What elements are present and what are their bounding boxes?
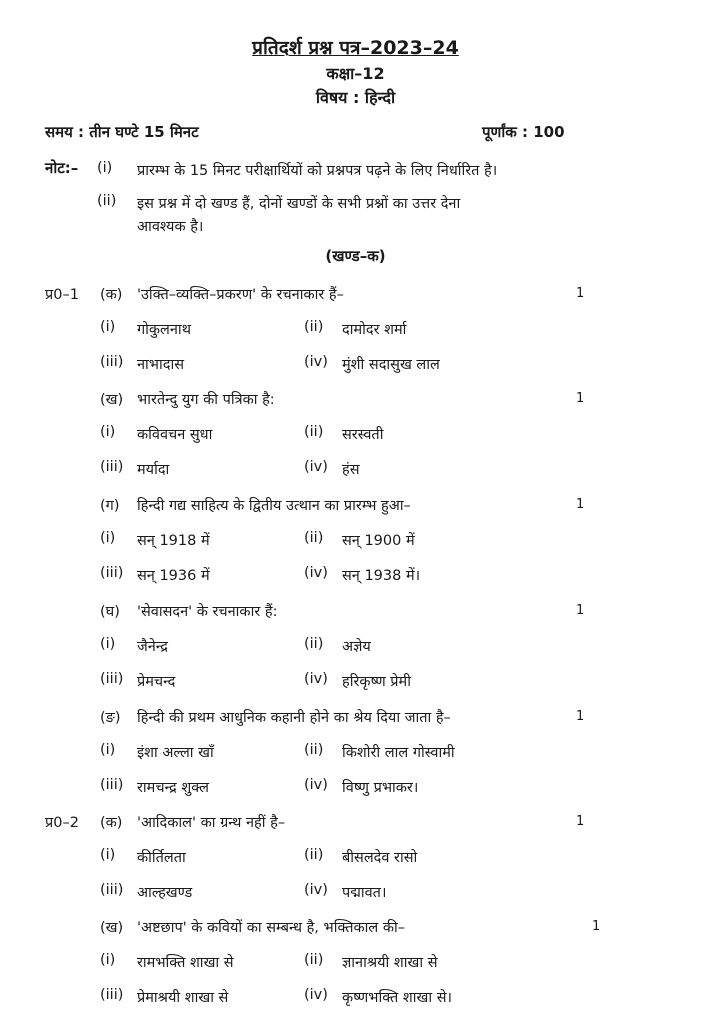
note-2-line-2: आवश्यक है। (137, 219, 204, 235)
option-text: हरिकृष्ण प्रेमी (342, 674, 411, 690)
part-question-text: 'अष्टछाप' के कवियों का सम्बन्ध है, भक्तिकाल की– (137, 920, 405, 936)
option-number: (i) (100, 952, 116, 968)
option-number: (ii) (304, 319, 324, 335)
option-text: सरस्वती (342, 427, 384, 443)
option-text: इंशा अल्ला खाँ (137, 745, 214, 761)
class-label: कक्षा–12 (326, 64, 385, 83)
option-number: (i) (100, 742, 116, 758)
option-text: पद्मावत। (342, 885, 387, 901)
option-number: (i) (100, 636, 116, 652)
option-number: (i) (100, 319, 116, 335)
option-text: कविवचन सुधा (137, 427, 213, 443)
marks-value: 1 (576, 391, 585, 406)
subject-label: विषय : हिन्दी (315, 88, 396, 107)
part-label: (ख) (100, 920, 124, 936)
question-number: प्र0–1 (45, 287, 79, 303)
option-number: (i) (100, 424, 116, 440)
option-number: (ii) (304, 847, 324, 863)
part-label: (ग) (100, 498, 120, 514)
option-text: सन् 1900 में (342, 533, 415, 549)
option-text: प्रेमाश्रयी शाखा से (137, 990, 229, 1006)
part-label: (घ) (100, 604, 120, 620)
option-text: हंस (342, 462, 360, 478)
part-question-text: हिन्दी की प्रथम आधुनिक कहानी होने का श्रेय दिया जाता है– (137, 710, 451, 726)
option-number: (ii) (304, 952, 324, 968)
part-question-text: 'सेवासदन' के रचनाकार हैं: (137, 604, 278, 620)
option-number: (iii) (100, 354, 124, 370)
option-text: विष्णु प्रभाकर। (342, 780, 419, 796)
option-text: मुंशी सदासुख लाल (342, 357, 440, 373)
option-number: (i) (100, 530, 116, 546)
option-text: नाभादास (137, 357, 185, 373)
option-text: कीर्तिलता (137, 850, 186, 866)
option-text: आल्हखण्ड (137, 885, 193, 901)
section-heading: (खण्ड–क) (325, 247, 386, 265)
option-number: (iii) (100, 882, 124, 898)
part-question-text: 'आदिकाल' का ग्रन्थ नहीं है– (137, 815, 286, 831)
option-number: (iv) (304, 565, 328, 581)
part-question-text: हिन्दी गद्य साहित्य के द्वितीय उत्थान का प्रारम्भ हुआ– (137, 498, 411, 514)
part-label: (ख) (100, 392, 124, 408)
option-number: (iv) (304, 882, 328, 898)
option-number: (ii) (304, 636, 324, 652)
option-number: (iv) (304, 671, 328, 687)
option-number: (ii) (304, 742, 324, 758)
option-number: (iii) (100, 565, 124, 581)
part-label: (ङ) (100, 710, 121, 726)
marks-value: 1 (576, 603, 585, 618)
note-1-text: प्रारम्भ के 15 मिनट परीक्षार्थियों को प्रश्नपत्र पढ़ने के लिए निर्धारित है। (137, 163, 498, 179)
part-label: (क) (100, 815, 123, 831)
option-text: रामभक्ति शाखा से (137, 955, 234, 971)
marks-value: 1 (576, 709, 585, 724)
option-text: कृष्णभक्ति शाखा से। (342, 990, 453, 1006)
option-number: (iii) (100, 459, 124, 475)
part-label: (क) (100, 287, 123, 303)
option-text: रामचन्द्र शुक्ल (137, 780, 209, 796)
option-number: (iv) (304, 354, 328, 370)
option-number: (iv) (304, 987, 328, 1003)
marks-value: 1 (576, 814, 585, 829)
option-number: (iii) (100, 671, 124, 687)
option-text: ज्ञानाश्रयी शाखा से (342, 955, 438, 971)
marks-value: 1 (576, 497, 585, 512)
option-text: सन् 1936 में (137, 568, 210, 584)
question-number: प्र0–2 (45, 815, 79, 831)
option-text: अज्ञेय (342, 639, 371, 655)
full-marks: पूर्णांक : 100 (482, 123, 565, 141)
option-number: (iv) (304, 459, 328, 475)
option-text: प्रेमचन्द (137, 674, 176, 690)
option-number: (iv) (304, 777, 328, 793)
option-text: सन् 1938 में। (342, 568, 421, 584)
option-number: (iii) (100, 987, 124, 1003)
option-number: (ii) (304, 530, 324, 546)
note-label: नोट:– (45, 159, 79, 177)
part-question-text: 'उक्ति–व्यक्ति–प्रकरण' के रचनाकार हैं– (137, 287, 344, 303)
paper-title: प्रतिदर्श प्रश्न पत्र–2023–24 (252, 37, 459, 59)
note-1-number: (i) (97, 160, 113, 176)
option-text: गोकुलनाथ (137, 322, 191, 338)
option-number: (iii) (100, 777, 124, 793)
option-text: बीसलदेव रासो (342, 850, 418, 866)
option-text: किशोरी लाल गोस्वामी (342, 745, 455, 761)
option-number: (i) (100, 847, 116, 863)
option-text: मर्यादा (137, 462, 170, 478)
option-number: (ii) (304, 424, 324, 440)
note-2-number: (ii) (97, 193, 117, 209)
option-text: जैनेन्द्र (137, 639, 168, 655)
marks-value: 1 (576, 286, 585, 301)
time-allowed: समय : तीन घण्टे 15 मिनट (45, 123, 199, 141)
option-text: दामोदर शर्मा (342, 322, 407, 338)
part-question-text: भारतेन्दु युग की पत्रिका है: (137, 392, 275, 408)
marks-value: 1 (592, 919, 601, 934)
note-2-line-1: इस प्रश्न में दो खण्ड हैं, दोनों खण्डों के सभी प्रश्नों का उत्तर देना (137, 196, 461, 212)
option-text: सन् 1918 में (137, 533, 210, 549)
